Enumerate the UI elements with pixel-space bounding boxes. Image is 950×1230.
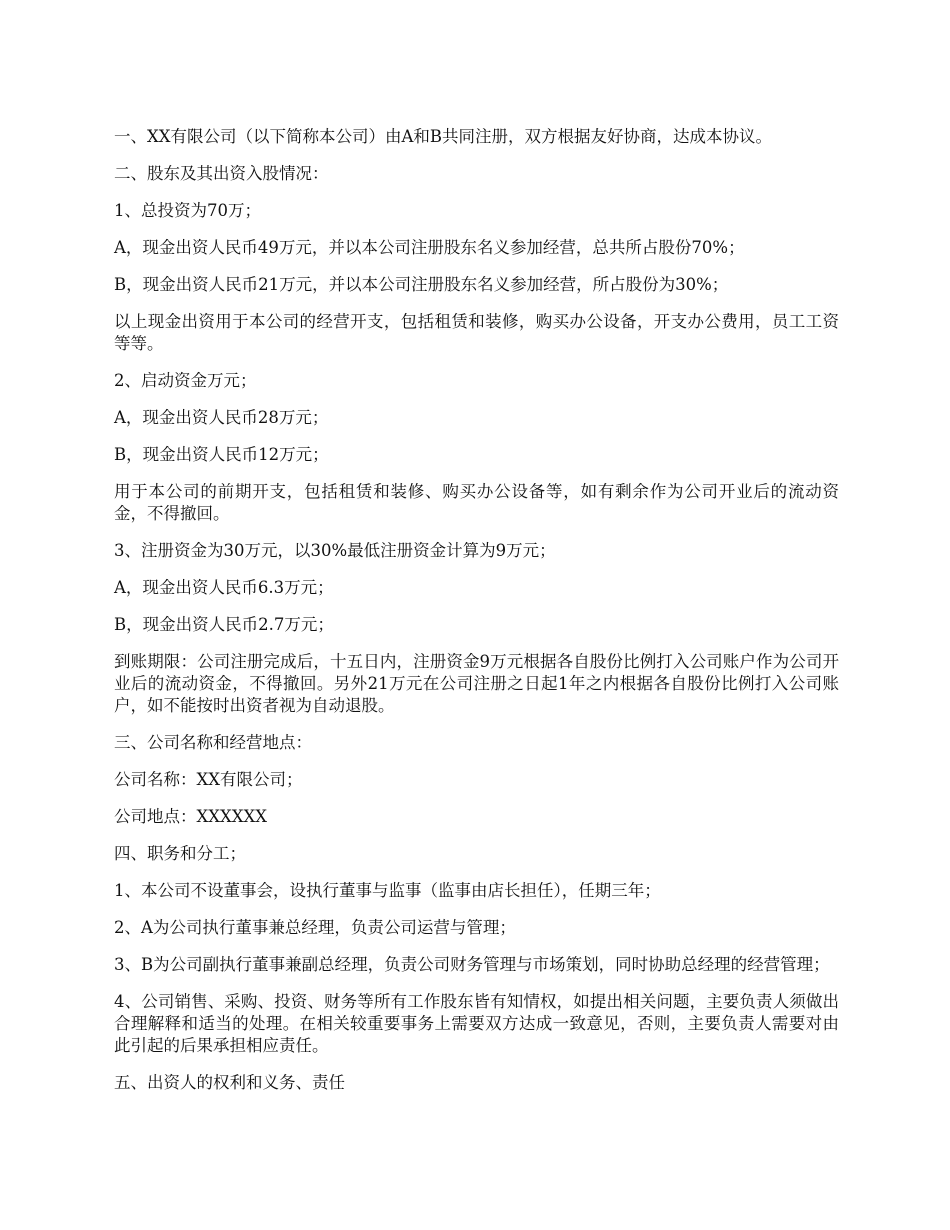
paragraph: A，现金出资人民币49万元，并以本公司注册股东名义参加经营，总共所占股份70%； — [114, 238, 745, 257]
paragraph: 公司地点：XXXXXX — [114, 807, 267, 826]
paragraph: 用于本公司的前期开支，包括租赁和装修、购买办公设备等，如有剩余作为公司开业后的流动资金，不得撤回。 — [114, 482, 839, 523]
paragraph: A，现金出资人民币6.3万元； — [114, 578, 334, 597]
paragraph: 以上现金出资用于本公司的经营开支，包括租赁和装修，购买办公设备，开支办公费用，员工工资等等。 — [114, 312, 839, 353]
paragraph: 2、A为公司执行董事兼总经理，负责公司运营与管理； — [114, 918, 516, 937]
document-body — [114, 126, 839, 1109]
paragraph: 到账期限：公司注册完成后，十五日内，注册资金9万元根据各自股份比例打入公司账户作为公司开业后的流动资金，不得撤回。另外21万元在公司注册之日起1年之内根据各自股份比例打入公司账户，如不能按时出资者视为自动退股。 — [114, 652, 839, 715]
section-heading: 二、股东及其出资入股情况： — [114, 164, 329, 183]
paragraph: 1、总投资为70万； — [114, 201, 261, 220]
paragraph: 公司名称：XX有限公司； — [114, 770, 303, 789]
paragraph: 1、本公司不设董事会，设执行董事与监事（监事由店长担任），任期三年； — [114, 881, 661, 900]
paragraph: 3、B为公司副执行董事兼副总经理，负责公司财务管理与市场策划，同时协助总经理的经营管理； — [114, 955, 830, 974]
paragraph: B，现金出资人民币12万元； — [114, 445, 329, 464]
paragraph: 3、注册资金为30万元，以30%最低注册资金计算为9万元； — [114, 541, 556, 560]
paragraph: 4、公司销售、采购、投资、财务等所有工作股东皆有知情权，如提出相关问题，主要负责人须做出合理解释和适当的处理。在相关较重要事务上需要双方达成一致意见，否则，主要负责人需要对由此引起的后果承担相应责任。 — [114, 992, 839, 1055]
paragraph: 2、启动资金万元； — [114, 371, 257, 390]
paragraph: B，现金出资人民币2.7万元； — [114, 615, 334, 634]
section-heading: 三、公司名称和经营地点： — [114, 733, 312, 752]
paragraph: 一、XX有限公司（以下简称本公司）由A和B共同注册，双方根据友好协商，达成本协议。 — [114, 127, 773, 146]
section-heading: 五、出资人的权利和义务、责任 — [114, 1073, 345, 1092]
section-heading: 四、职务和分工； — [114, 844, 246, 863]
paragraph: A，现金出资人民币28万元； — [114, 408, 329, 427]
paragraph: B，现金出资人民币21万元，并以本公司注册股东名义参加经营，所占股份为30%； — [114, 275, 729, 294]
